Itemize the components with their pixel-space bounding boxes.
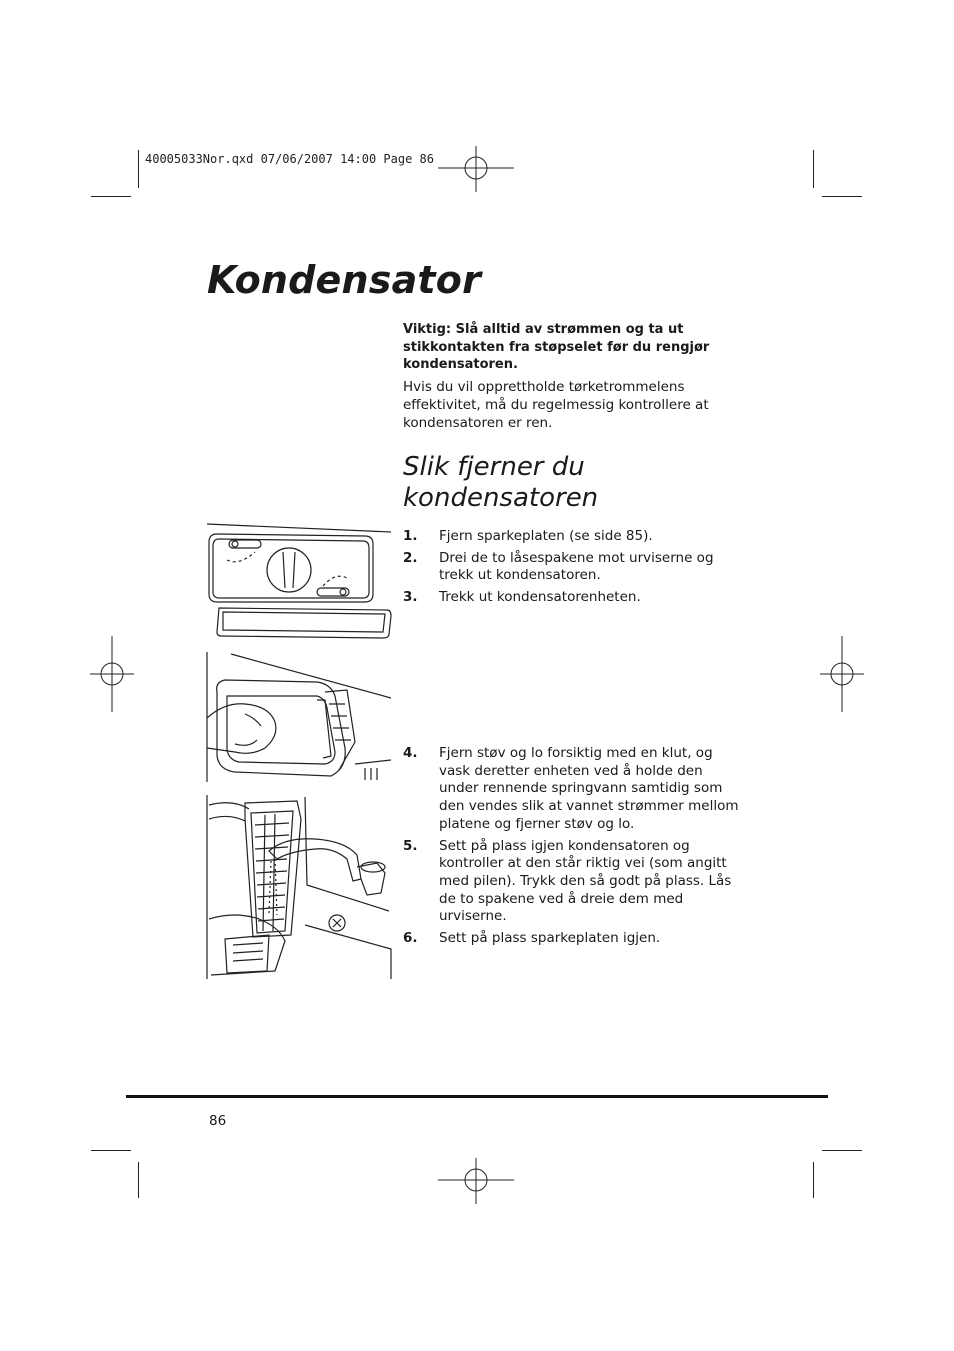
- registration-mark-right-icon: [820, 636, 864, 712]
- intro-text: Hvis du vil opprettholde tørketrommelens effektivitet, må du regelmessig kontrollere at kondensatoren er ren.: [403, 379, 709, 431]
- list-item: 4. Fjern støv og lo forsiktig med en klut, og vask deretter enheten ved å holde den under rennende springvann samtidig som den vendes slik at vannet strømmer mellom platene og fjerner støv og lo.: [403, 745, 739, 832]
- steps-list-1: [403, 528, 743, 611]
- page-number: 86: [209, 1113, 227, 1129]
- pull-out-condenser-illustration: [205, 652, 393, 784]
- list-item: 6. Sett på plass sparkeplaten igjen.: [403, 930, 661, 947]
- section-title: Slik fjerner du kondensatoren: [403, 452, 599, 513]
- steps-list-2: [403, 745, 743, 952]
- page-title: Kondensator: [207, 258, 482, 302]
- footer-rule: [126, 1095, 828, 1098]
- registration-mark-top-icon: [436, 146, 516, 192]
- warning-text: Viktig: Slå alltid av strømmen og ta ut stikkontakten fra støpselet før du rengjør kondensatoren.: [403, 322, 710, 372]
- washing-condenser-illustration: [205, 795, 395, 981]
- condenser-cover-illustration: [205, 522, 393, 640]
- list-item: 2. Drei de to låsespakene mot urviserne og trekk ut kondensatoren.: [403, 549, 714, 584]
- registration-mark-left-icon: [90, 636, 134, 712]
- list-item: 5. Sett på plass igjen kondensatoren og kontroller at den står riktig vei (som angitt med pilen). Trykk den så godt på plass. Lås de to spakene ved å dreie dem med urviserne.: [403, 837, 732, 925]
- list-item: 1. Fjern sparkeplaten (se side 85).: [403, 528, 653, 544]
- registration-mark-bottom-icon: [436, 1158, 516, 1204]
- file-slug: 40005033Nor.qxd 07/06/2007 14:00 Page 86: [145, 152, 434, 166]
- list-item: 3. Trekk ut kondensatorenheten.: [403, 589, 641, 606]
